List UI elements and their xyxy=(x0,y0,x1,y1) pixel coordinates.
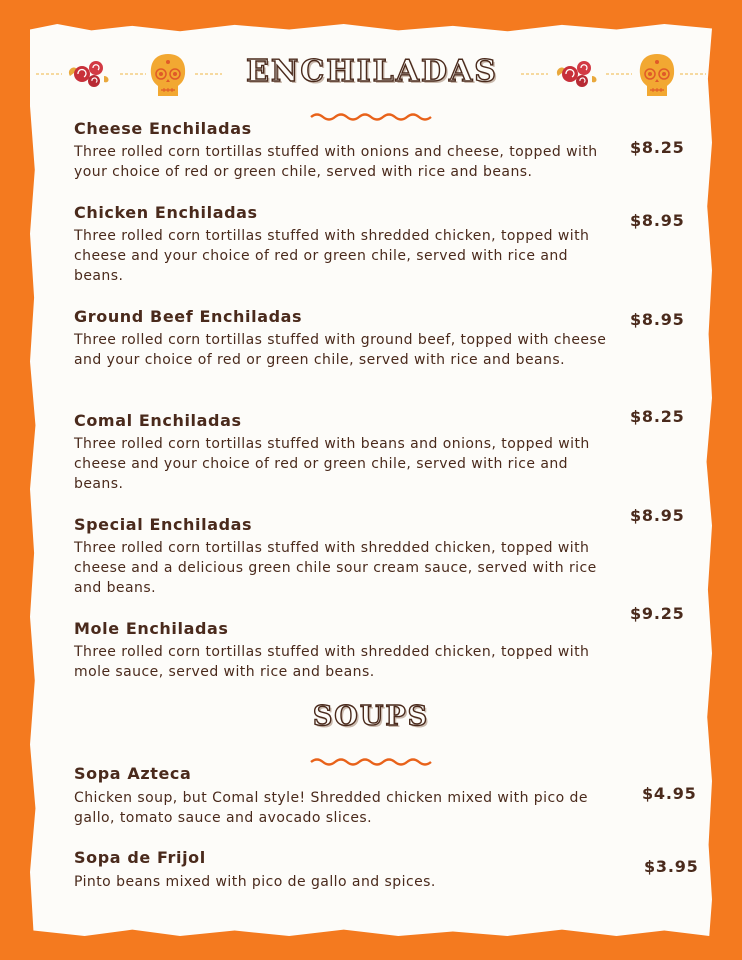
section-title-soups: SOUPS xyxy=(312,701,430,732)
menu-item-description: Three rolled corn tortillas stuffed with shredded chicken, topped with mole sauce, served with rice and beans. xyxy=(74,644,590,680)
menu-item-name: Sopa de Frijol xyxy=(74,848,206,867)
menu-item-name: Special Enchiladas xyxy=(74,515,253,534)
menu-item-name: Comal Enchiladas xyxy=(74,411,242,430)
rose-icon xyxy=(64,54,114,94)
menu-item-description: Three rolled corn tortillas stuffed with shredded chicken, topped with cheese and your choice of red or green chile, served with rice and beans. xyxy=(74,228,590,284)
menu-item-price: $9.25 xyxy=(630,604,685,623)
menu-item-description: Chicken soup, but Comal style! Shredded chicken mixed with pico de gallo, tomato sauce and avocado slices. xyxy=(74,790,588,826)
section-title-enchiladas: ENCHILADAS xyxy=(246,54,498,89)
menu-item-price: $4.95 xyxy=(642,784,697,803)
sugar-skull-icon xyxy=(637,52,677,100)
menu-item-description: Three rolled corn tortillas stuffed with ground beef, topped with cheese and your choice of red or green chile, served with rice and beans. xyxy=(74,332,607,368)
menu-item-description: Pinto beans mixed with pico de gallo and spices. xyxy=(74,874,436,890)
menu-item-name: Mole Enchiladas xyxy=(74,619,229,638)
menu-item-name: Cheese Enchiladas xyxy=(74,119,252,138)
menu-item-description: Three rolled corn tortillas stuffed with onions and cheese, topped with your choice of red or green chile, served with rice and beans. xyxy=(74,144,598,180)
menu-item-description: Three rolled corn tortillas stuffed with beans and onions, topped with cheese and your choice of red or green chile, served with rice and beans. xyxy=(74,436,590,492)
menu-item-price: $8.95 xyxy=(630,211,685,230)
squiggle-divider xyxy=(309,757,433,767)
menu-item-name: Ground Beef Enchiladas xyxy=(74,307,303,326)
menu-item-description: Three rolled corn tortillas stuffed with shredded chicken, topped with cheese and a delicious green chile sour cream sauce, served with rice and beans. xyxy=(74,540,597,596)
squiggle-divider xyxy=(309,112,433,122)
menu-item-price: $3.95 xyxy=(644,857,699,876)
menu-item-price: $8.25 xyxy=(630,138,685,157)
menu-item-price: $8.95 xyxy=(630,310,685,329)
rose-icon xyxy=(552,54,602,94)
menu-item-price: $8.25 xyxy=(630,407,685,426)
menu-item-name: Sopa Azteca xyxy=(74,764,192,783)
menu-item-name: Chicken Enchiladas xyxy=(74,203,258,222)
menu-item-price: $8.95 xyxy=(630,506,685,525)
sugar-skull-icon xyxy=(148,52,188,100)
